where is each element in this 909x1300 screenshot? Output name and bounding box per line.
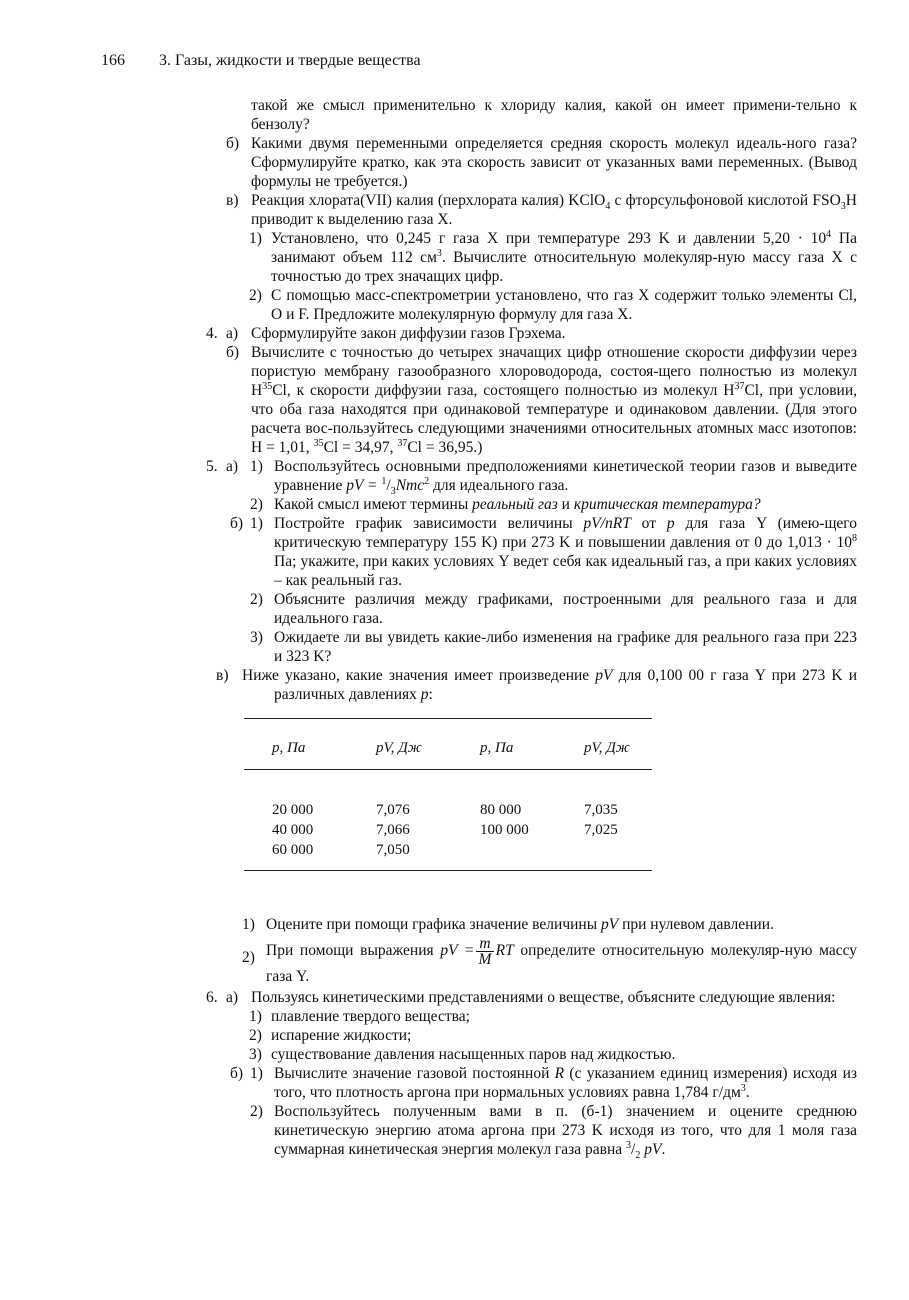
exercise-3v-1: 1) Установлено, что 0,245 г газа X при температуре 293 K и давлении $5,20 \cdot 10^4$ Па занимают объем 112 $см^3$. Вычислите относительную молекуляр-ную массу газа X с точностью до трех значащих цифр. (249, 228, 857, 285)
exercise-5v-2: 2) При помощи выражения pV = $\frac{m}{M}$ RT определите относительную молекуляр-ную массу газа Y. (242, 935, 858, 985)
exercise-5b-3: 3) Ожидаете ли вы увидеть какие-либо изменения на графике для реального газа при 223 и 323 K? (250, 629, 857, 665)
item-label: б) (230, 515, 244, 532)
exercise-5b-2: 2) Объясните различия между графиками, построенными для реального газа и для идеального газа. (250, 591, 857, 627)
exercise-5v: в) Ниже указано, какие значения имеет произведение pV для 0,100 00 г газа Y при 273 K и различных давлениях p: (216, 667, 857, 703)
exercise-3v: в) Реакция хлората(VII) калия (перхлората калия) KClO$_4$ с фторсульфоновой кислотой $FSO_3H$ приводит к выделению газа X. (226, 192, 857, 228)
item-label: 1) (250, 458, 263, 475)
exercise-5b-1: б) 1) Постройте график зависимости величины pV/nRT от p для газа Y (имею-щего критическую температуру 155 K) при 273 K и повышении давления от 0 до $1,013 \cdot 10^8$ Па; укажите, при каких условиях Y ведет себя как идеальный газ, а при каких условиях – как реальный газ. (230, 515, 858, 589)
item-label: а) (226, 458, 239, 475)
item-label: 1) (249, 1008, 262, 1025)
fraction-m-over-M: $\frac{m}{M}$ (476, 936, 493, 967)
item-label: а) (226, 325, 239, 342)
exercise-6b-2: 2) Воспользуйтесь полученным вами в п. (б-1) значением и оцените среднюю кинетическую энергию атома аргона при 273 K исходя из того, что для 1 моля газа суммарная кинетическая энергия молекул газа равна $^3/_2$ pV. (250, 1103, 857, 1162)
item-label: б) (230, 1065, 244, 1082)
exercise-6a-1: 1) плавление твердого вещества; (249, 1008, 470, 1025)
exercise-6a-2: 2) испарение жидкости; (249, 1027, 412, 1044)
column-header: p, Па (272, 739, 306, 756)
item-label: 3) (250, 629, 263, 646)
item-label: 1) (250, 1065, 263, 1082)
item-label: 2) (250, 591, 263, 608)
exercise-3b: б) Какими двумя переменными определяется средняя скорость молекул идеаль-ного газа? Сформулируйте кратко, как эта скорость зависит от указанных вами переменных. (Вывод формулы не требуется.) (226, 135, 857, 190)
exercise-5v-1: 1) Оцените при помощи графика значение величины pV при нулевом давлении. (242, 916, 774, 933)
item-label: 2) (250, 496, 263, 513)
table-row: 40 000 7,066 100 000 7,025 (272, 821, 618, 838)
item-label: 3) (249, 1046, 262, 1063)
data-table (244, 718, 652, 891)
item-label: б) (226, 135, 240, 152)
item-label: 1) (250, 515, 263, 532)
exercise-4a: 4. а) Сформулируйте закон диффузии газов Грэхема. (206, 325, 566, 342)
item-label: б) (226, 344, 240, 361)
exercise-6a: 6. а) Пользуясь кинетическими представлениями о веществе, объясните следующие явления: (206, 989, 836, 1006)
item-label: 2) (249, 287, 262, 304)
column-header: pV, Дж (376, 739, 422, 756)
item-label: 2) (249, 1027, 262, 1044)
question-number: 4. (206, 325, 218, 342)
item-label: 2) (250, 1103, 263, 1120)
page-header (101, 51, 849, 70)
exercise-6a-3: 3) существование давления насыщенных паров над жидкостью. (249, 1046, 676, 1063)
chapter-title: 3. Газы, жидкости и твердые вещества (159, 52, 421, 69)
item-label: а) (226, 989, 239, 1006)
question-number: 5. (206, 458, 218, 475)
exercise-6b-1: б) 1) Вычислите значение газовой постоянной R (с указанием единиц измерения) исходя из того, что плотность аргона при нормальных условиях равна 1,784 $г/дм^3$. (230, 1065, 857, 1101)
item-label: 1) (249, 230, 262, 247)
exercise-3v-2: 2) С помощью масс-спектрометрии установлено, что газ X содержит только элементы Cl, O и F. Предложите молекулярную формулу для газа X. (249, 287, 857, 323)
item-label: 1) (242, 916, 255, 933)
table-row: 20 000 7,076 80 000 7,035 (272, 801, 618, 818)
page-body (0, 96, 909, 1162)
exercise-5a-2: 2) Какой смысл имеют термины реальный газ и критическая температура? (250, 496, 761, 513)
table-row: 60 000 7,050 (272, 841, 410, 858)
exercise-4b: б) Вычислите с точностью до четырех значащих цифр отношение скорости диффузии через пористую мембрану газообразного хлороводорода, состоя-щего полностью из молекул $H^{35}Cl$, к скорости диффузии газа, состоящего полностью из молекул $H^{37}Cl$, при условии, что оба газа находятся при одинаковой температуре и одинаковом давлении. (Для этого расчета вос-пользуйтесь следующими значениями относительных атомных масс изотопов: H = 1,01, $^{35}$Cl = 34,97, $^{37}$Cl = 36,95.) (226, 344, 857, 456)
question-number: 6. (206, 989, 218, 1006)
page-number: 166 (101, 52, 125, 69)
table-header-row (244, 727, 652, 770)
exercise-5a-1: 5. а) 1) Воспользуйтесь основными предположениями кинетической теории газов и выведите уравнение pV = $^1/_3Nmc^2$ для идеального газа. (206, 458, 857, 498)
column-header: p, Па (480, 739, 514, 756)
item-label: в) (226, 192, 239, 209)
item-label: в) (216, 667, 229, 684)
column-header: pV, Дж (584, 739, 630, 756)
item-label: 2) (242, 949, 255, 966)
exercise-3a-continuation: такой же смысл применительно к хлориду калия, какой он имеет примени-тельно к бензолу? (251, 97, 857, 133)
